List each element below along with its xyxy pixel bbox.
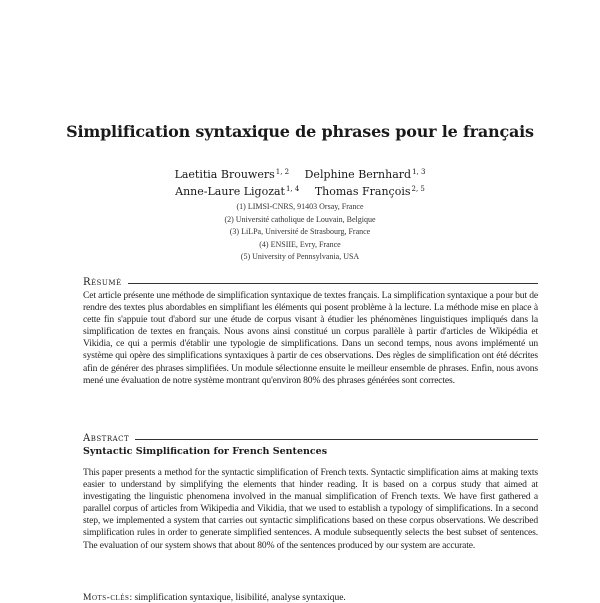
author: Thomas François$^{2, 5}$ [314, 185, 425, 198]
affiliations [0, 201, 600, 264]
author-row-2 [0, 185, 600, 198]
affiliation: (1) LIMSI-CNRS, 91403 Orsay, France [236, 202, 364, 211]
abstract-text: This paper presents a method for the syntactic simplification of French texts. Syntactic simplification aims at making texts easier to understand by simplifying the elements that hinder reading. It is based on a corpus study that aimed at investigating the linguistic phenomena involved in the manual simplification of French texts. We have first gathered a parallel corpus of articles from Wikipedia and Vikidia, that we used to establish a typology of simplifications. In a second step, we implemented a system that carries out syntactic simplifications based on these corpus observations. We described simplification rules in order to generate simplified sentences. A module subsequently selects the best subset of sentences. The evaluation of our system shows that about 80% of the sentences produced by our system are accurate. [83, 467, 538, 551]
affiliation: (4) ENSIIE, Evry, France [259, 239, 341, 249]
affiliation: (2) Université catholique de Louvain, Belgique [224, 214, 376, 224]
resume-heading: Résumé [83, 277, 538, 288]
abstract-title: Syntactic Simplification for French Sentences [83, 446, 328, 457]
author: Anne-Laure Ligozat$^{1, 4}$ [175, 185, 300, 198]
author: Delphine Bernhard$^{1, 3}$ [304, 168, 426, 181]
section-rule [128, 283, 538, 284]
paper-title: Simplification syntaxique de phrases pour le français [66, 122, 534, 141]
author-row-1 [0, 168, 600, 181]
resume-text: Cet article présente une méthode de simplification syntaxique de textes français. La simplification syntaxique a pour but de rendre des textes plus abordables en simplifiant les éléments qui posent problème à la lecture. La méthode mise en place à cette fin s'appuie tout d'abord sur une étude de corpus visant à étudier les phénomènes linguistiques impliqués dans la simplification de textes en français. Nous avons ainsi constitué un corpus parallèle à partir d'articles de Wikipédia et Vikidia, ce qui a permis d'établir une typologie de simplifications. Dans un second temps, nous avons implémenté un système qui opère des simplifications syntaxiques à partir de ces observations. Des règles de simplification ont été décrites afin de générer des phrases simplifiées. Un module sélectionne ensuite le meilleur ensemble de phrases. Enfin, nous avons mené une évaluation de notre système montrant qu'environ 80% des phrases générées sont correctes. [83, 290, 538, 386]
section-rule [135, 439, 538, 440]
author: Laetitia Brouwers$^{1, 2}$ [174, 168, 290, 181]
keywords-label: Mots-clés [83, 593, 130, 603]
affiliation: (5) University of Pennsylvania, USA [240, 252, 360, 261]
keywords-line [83, 593, 538, 603]
abstract-heading: Abstract [83, 433, 538, 444]
keywords-text: : simplification syntaxique, lisibilité, analyse syntaxique. [129, 593, 346, 603]
affiliation: (3) LiLPa, Université de Strasbourg, France [229, 227, 371, 236]
